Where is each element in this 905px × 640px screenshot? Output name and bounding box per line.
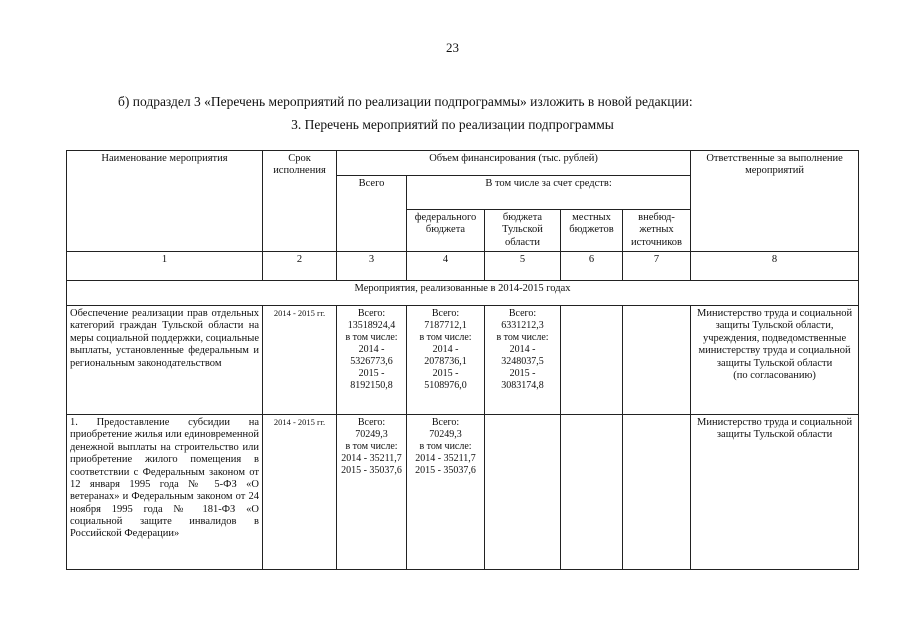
measure-period: 2014 - 2015 гг. (263, 306, 337, 415)
intro-paragraph: б) подраздел 3 «Перечень мероприятий по реализации подпрограммы» изложить в новой редакции: (118, 94, 693, 109)
header-period: Срок исполнения (263, 151, 337, 252)
header-responsible: Ответственные за выполнение мероприятий (691, 151, 859, 252)
header-funding: Объем финансирования (тыс. рублей) (337, 151, 691, 176)
header-total: Всего (337, 176, 407, 252)
measure-responsible: Министерство труда и социальной защиты Тульской области, учреждения, подведомственные министерству труда и социальной защиты Тульской области (по согласованию) (691, 306, 859, 415)
header-federal: федерального бюджета (407, 209, 485, 251)
measure-federal: Всего: 70249,3 в том числе: 2014 - 35211,7 2015 - 35037,6 (407, 415, 485, 570)
measure-name: Обеспечение реализации прав отдельных категорий граждан Тульской области на меры социальной поддержки, социальные выплаты, установленные федеральным и региональным законодательством (67, 306, 263, 415)
table-row (67, 306, 859, 415)
column-number: 2 (263, 252, 337, 281)
column-number: 5 (485, 252, 561, 281)
measure-regional: Всего: 6331212,3 в том числе: 2014 - 3248037,5 2015 - 3083174,8 (485, 306, 561, 415)
column-number: 6 (561, 252, 623, 281)
measure-name: 1. Предоставление субсидии на приобретение жилья или единовременной денежной выплаты на строительство или приобретение жилого помещения в соответствии с Федеральным законом от 12 января 1995 года № 5-ФЗ «О ветеранах» и Федеральным законом от 24 ноября 1995 года № 181-ФЗ «О социальной защите инвалидов в Российской Федерации» (67, 415, 263, 570)
header-name: Наименование мероприятия (67, 151, 263, 252)
header-row-1 (67, 151, 859, 176)
column-number: 8 (691, 252, 859, 281)
measure-offbudget (623, 415, 691, 570)
measure-local (561, 306, 623, 415)
table-row (67, 415, 859, 570)
header-offbudget: внебюд-жетных источников (623, 209, 691, 251)
page-number: 23 (446, 40, 459, 55)
measure-regional (485, 415, 561, 570)
measure-total: Всего: 70249,3 в том числе: 2014 - 35211,7 2015 - 35037,6 (337, 415, 407, 570)
measure-federal: Всего: 7187712,1 в том числе: 2014 - 2078736,1 2015 - 5108976,0 (407, 306, 485, 415)
measure-period: 2014 - 2015 гг. (263, 415, 337, 570)
column-number: 7 (623, 252, 691, 281)
header-including: В том числе за счет средств: (407, 176, 691, 210)
measure-responsible: Министерство труда и социальной защиты Тульской области (691, 415, 859, 570)
column-number-row (67, 252, 859, 281)
column-number: 3 (337, 252, 407, 281)
column-number: 1 (67, 252, 263, 281)
header-local: местных бюджетов (561, 209, 623, 251)
column-number: 4 (407, 252, 485, 281)
measure-offbudget (623, 306, 691, 415)
measure-total: Всего: 13518924,4 в том числе: 2014 - 5326773,6 2015 - 8192150,8 (337, 306, 407, 415)
measure-local (561, 415, 623, 570)
header-regional: бюджета Тульской области (485, 209, 561, 251)
section-heading: Мероприятия, реализованные в 2014-2015 годах (67, 281, 859, 306)
section-title: 3. Перечень мероприятий по реализации подпрограммы (291, 117, 614, 132)
measures-table (66, 150, 859, 570)
section-row (67, 281, 859, 306)
